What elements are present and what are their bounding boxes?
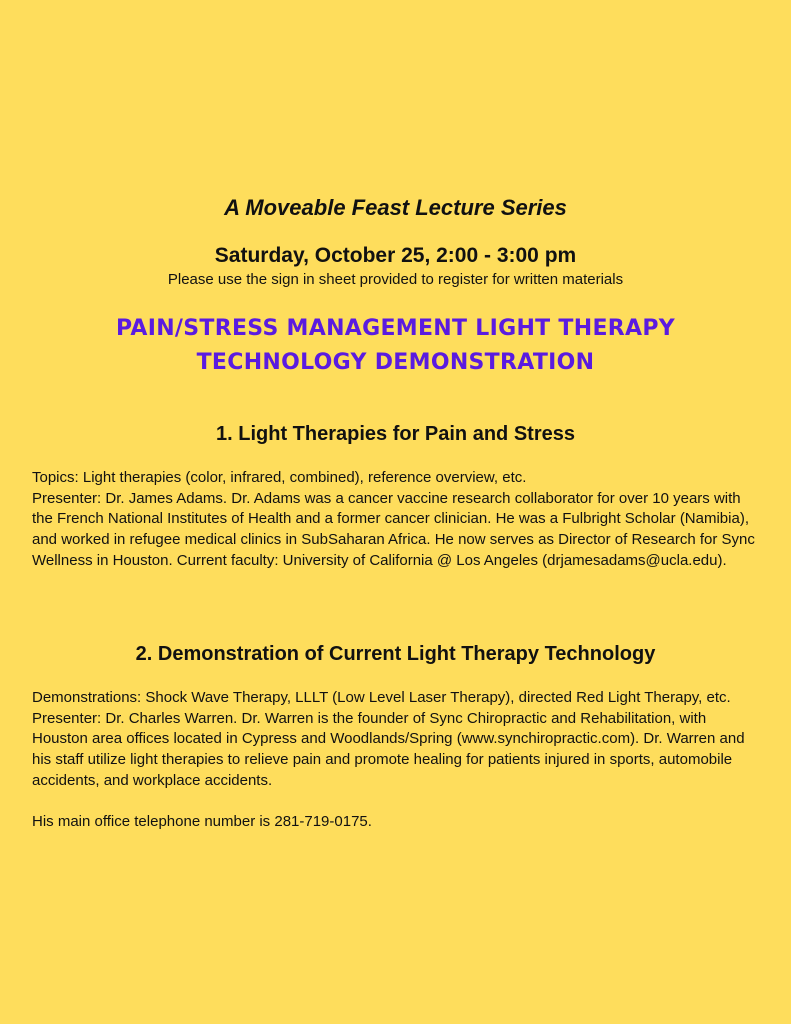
register-note: Please use the sign in sheet provided to register for written materials bbox=[167, 271, 624, 288]
section-1-heading: 1. Light Therapies for Pain and Stress bbox=[216, 423, 575, 445]
series-title: A Moveable Feast Lecture Series bbox=[224, 195, 567, 220]
section-1-body bbox=[32, 468, 762, 572]
section-2-heading: 2. Demonstration of Current Light Therapy Technology bbox=[135, 643, 656, 665]
section-2-description: Demonstrations: Shock Wave Therapy, LLLT (Low Level Laser Therapy), directed Red Light Therapy, etc. Presenter: Dr. Charles Warren. Dr. Warren is the founder of Sync Chiropractic and Rehabilitation, with Houston area offices located in Cypress and Woodlands/Spring (www.synchiropractic.com). Dr. Warren and his staff utilize light therapies to relieve pain and promote healing for patients injured in sports, automobile accidents, and workplace accidents. bbox=[32, 689, 749, 789]
section-2-body bbox=[32, 688, 762, 792]
phone-note: His main office telephone number is 281-719-0175. bbox=[32, 813, 372, 830]
headline bbox=[0, 312, 791, 380]
section-1-topics: Topics: Light therapies (color, infrared, combined), reference overview, etc. bbox=[32, 469, 527, 486]
headline-line-2: TECHNOLOGY DEMONSTRATION bbox=[196, 350, 595, 375]
section-1-presenter: Presenter: Dr. James Adams. Dr. Adams was a cancer vaccine research collaborator for over 10 years with the French National Institutes of Health and a former cancer clinician. He was a Fulbright Scholar (Namibia), and worked in refugee medical clinics in SubSaharan Africa. He now serves as Director of Research for Sync Wellness in Houston. Current faculty: University of California @ Los Angeles (drjamesadams@ucla.edu). bbox=[32, 489, 755, 569]
event-date: Saturday, October 25, 2:00 - 3:00 pm bbox=[214, 244, 577, 267]
headline-line-1: PAIN/STRESS MANAGEMENT LIGHT THERAPY bbox=[116, 316, 675, 341]
